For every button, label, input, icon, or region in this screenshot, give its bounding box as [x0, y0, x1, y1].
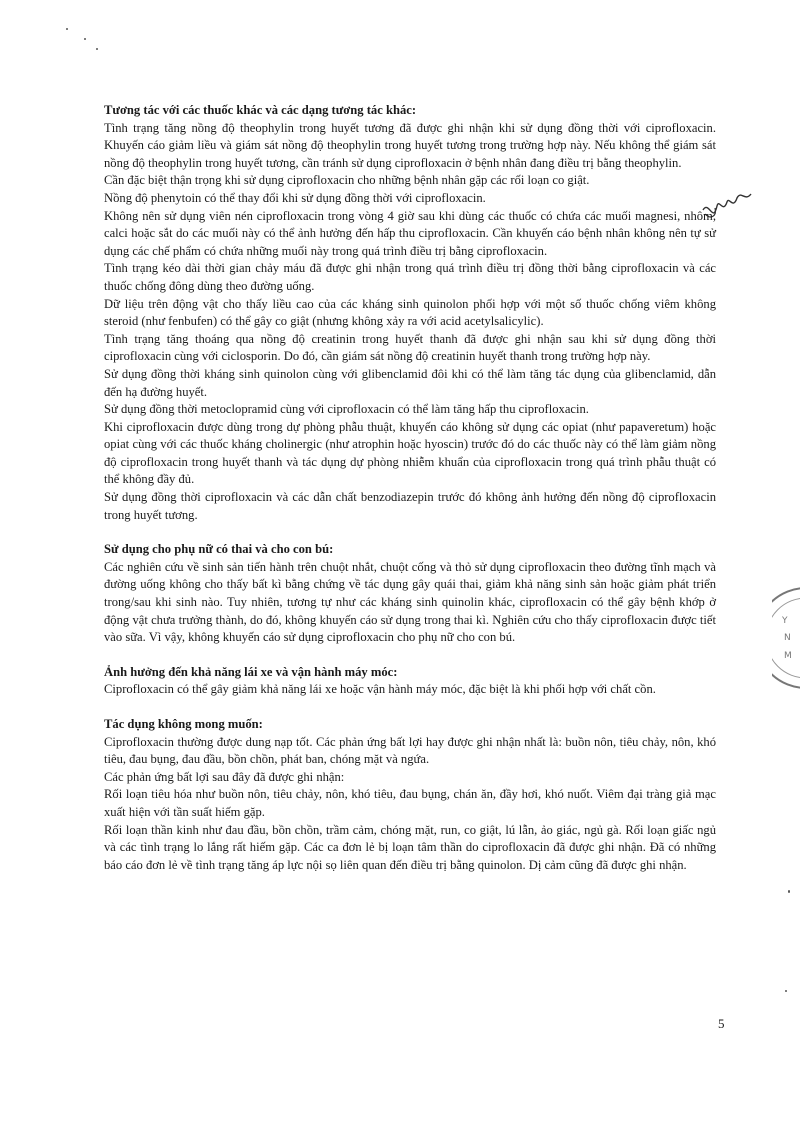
scan-speck [788, 890, 790, 893]
paragraph: Rối loạn thần kinh như đau đầu, bồn chồn, trầm cảm, chóng mặt, run, co giật, lú lẫn, ảo giác, ngủ gà. Rối loạn giấc ngủ và các tình trạng lo lắng rất hiếm gặp. Các ca đơn lẻ bị loạn tâm thần do ciprofloxacin đã được ghi nhận. Đã có những báo cáo đơn lẻ về tình trạng tăng áp lực nội sọ liên quan đến điều trị bằng quinolon. Dị cảm cũng đã được ghi nhận. [104, 822, 716, 872]
paragraph: Sử dụng đồng thời metoclopramid cùng với ciprofloxacin có thể làm tăng hấp thu ciprofloxacin. [104, 402, 589, 417]
paragraph: Sử dụng đồng thời ciprofloxacin và các dẫn chất benzodiazepin trước đó không ảnh hưởng đến nồng độ ciprofloxacin trong huyết tương. [104, 490, 716, 522]
section-heading: Ảnh hưởng đến khả năng lái xe và vận hành máy móc: [104, 664, 398, 679]
stamp-mark [772, 578, 800, 698]
paragraph: Tình trạng kéo dài thời gian chảy máu đã được ghi nhận trong quá trình điều trị đồng thời bằng ciprofloxacin và các thuốc chống đông dùng theo đường uống. [104, 261, 716, 293]
paragraph: Khi ciprofloxacin được dùng trong dự phòng phẫu thuật, khuyến cáo không sử dụng các opiat (như papaveretum) hoặc opiat cùng với các thuốc kháng cholinergic (như atrophin hoặc hyoscin) trước đó do các thuốc này có thể làm giảm nồng độ ciprofloxacin trong huyết thanh và tác dụng dự phòng nhiễm khuẩn của ciprofloxacin trong quá trình phẫu thuật có thể không đầy đủ. [104, 419, 716, 487]
paragraph: Các nghiên cứu về sinh sản tiến hành trên chuột nhắt, chuột cống và thỏ sử dụng ciprofloxacin theo đường tĩnh mạch và đường uống không cho thấy bất kì bằng chứng về tác dụng gây quái thai, giảm khả năng sinh sản hoặc giảm phát triển trong/sau khi sinh nào. Tuy nhiên, tương tự như các kháng sinh quinolin khác, ciprofloxacin có thể gây bệnh khớp ở động vật chưa trưởng thành, do đó, không khuyến cáo sử dụng trong thai kì. Nghiên cứu cho thấy ciprofloxacin được tiết vào sữa. Vì vậy, không khuyến cáo sử dụng ciprofloxacin cho phụ nữ cho con bú. [104, 559, 716, 645]
paragraph: Các phản ứng bất lợi sau đây đã được ghi nhận: [104, 769, 345, 784]
section-driving [104, 664, 716, 699]
scan-speck [96, 48, 98, 50]
document-body [104, 102, 716, 874]
paragraph: Nồng độ phenytoin có thể thay đổi khi sử dụng đồng thời với ciprofloxacin. [104, 190, 486, 205]
scan-speck [66, 28, 68, 30]
paragraph: Rối loạn tiêu hóa như buồn nôn, tiêu chảy, nôn, khó tiêu, đau bụng, chán ăn, đầy hơi, khó nuốt. Viêm đại tràng giả mạc xuất hiện với tần suất hiếm gặp. [104, 787, 716, 819]
paragraph: Không nên sử dụng viên nén ciprofloxacin trong vòng 4 giờ sau khi dùng các thuốc có chứa các muối magnesi, nhôm, calci hoặc sắt do các muối này có thể ảnh hưởng đến hấp thu ciprofloxacin. Cần khuyến cáo bệnh nhân không nên tự sử dụng các chế phẩm có chứa những muối này trong quá trình điều trị bằng ciprofloxacin. [104, 208, 716, 258]
section-interactions [104, 102, 716, 524]
paragraph: Dữ liệu trên động vật cho thấy liều cao của các kháng sinh quinolon phối hợp với một số thuốc chống viêm không steroid (như fenbufen) có thể gây co giật (nhưng không xảy ra với acid acetylsalicylic). [104, 296, 716, 329]
scan-speck [84, 38, 86, 40]
section-heading: Sử dụng cho phụ nữ có thai và cho con bú: [104, 542, 334, 557]
section-adverse-effects [104, 716, 716, 874]
paragraph: Tình trạng tăng thoáng qua nồng độ creatinin trong huyết thanh đã được ghi nhận sau khi sử dụng đồng thời ciprofloxacin cùng với ciclosporin. Do đó, cần giám sát nồng độ creatinin huyết thanh trong trường hợp này. [104, 331, 716, 364]
section-heading: Tác dụng không mong muốn: [104, 717, 263, 731]
svg-text:N: N [784, 633, 791, 643]
svg-text:M: M [784, 651, 792, 661]
paragraph: Cần đặc biệt thận trọng khi sử dụng ciprofloxacin cho những bệnh nhân gặp các rối loạn co giật. [104, 173, 590, 188]
scan-speck [785, 990, 787, 992]
paragraph: Ciprofloxacin thường được dung nạp tốt. Các phản ứng bất lợi hay được ghi nhận nhất là: buồn nôn, tiêu chảy, nôn, khó tiêu, đau bụng, đau đầu, bồn chồn, phát ban, chóng mặt và ngứa. [104, 734, 716, 767]
paragraph: Ciprofloxacin có thể gây giảm khả năng lái xe hoặc vận hành máy móc, đặc biệt là khi phối hợp với chất cồn. [104, 682, 656, 697]
svg-text:Y: Y [782, 616, 788, 626]
section-heading: Tương tác với các thuốc khác và các dạng tương tác khác: [104, 103, 417, 117]
page-number: 5 [718, 1016, 725, 1031]
paragraph: Tình trạng tăng nồng độ theophylin trong huyết tương đã được ghi nhận khi sử dụng đồng thời với ciprofloxacin. Khuyến cáo giảm liều và giám sát nồng độ theophylin trong huyết tương trong trường hợp này. Nếu không thể giám sát nồng độ theophylin trong huyết tương, cần tránh sử dụng ciprofloxacin ở bệnh nhân đang điều trị bằng theophylin. [104, 120, 716, 170]
paragraph: Sử dụng đồng thời kháng sinh quinolon cùng với glibenclamid đôi khi có thể làm tăng tác dụng của glibenclamid, dẫn đến hạ đường huyết. [104, 366, 716, 399]
section-pregnancy [104, 541, 716, 647]
